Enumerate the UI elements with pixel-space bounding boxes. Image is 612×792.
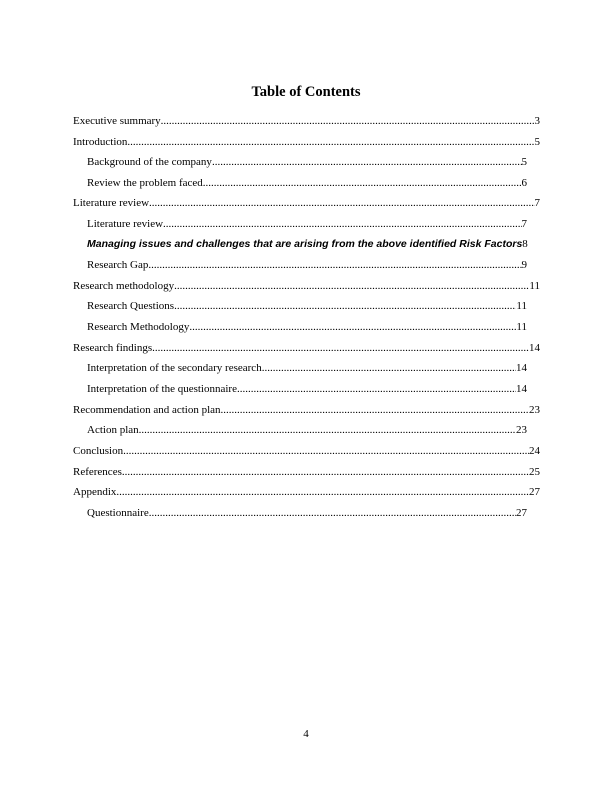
toc-entry-research-methodology-sub[interactable] xyxy=(87,320,527,334)
toc-entry-conclusion[interactable] xyxy=(73,444,540,458)
toc-entry-page: 9 xyxy=(521,259,527,271)
toc-leader xyxy=(174,279,529,293)
toc-entry-page: 11 xyxy=(516,300,527,312)
toc-entry-executive-summary[interactable] xyxy=(73,114,540,128)
toc-entry-page: 27 xyxy=(516,507,527,519)
toc-leader xyxy=(139,423,516,437)
toc-entry-label: Interpretation of the questionnaire xyxy=(87,383,237,395)
toc-entry-background-of-the-company[interactable] xyxy=(87,155,527,169)
toc-entry-literature-review-sub[interactable] xyxy=(87,217,527,231)
toc-leader xyxy=(149,506,516,520)
toc-entry-label: Recommendation and action plan xyxy=(73,404,221,416)
toc-entry-research-methodology[interactable] xyxy=(73,279,540,293)
toc-leader xyxy=(127,135,534,149)
toc-entry-label: Background of the company xyxy=(87,156,212,168)
toc-leader xyxy=(212,155,522,169)
toc-entry-label: Literature review xyxy=(87,218,164,230)
page-title: Table of Contents xyxy=(251,84,361,100)
toc-entry-page: 14 xyxy=(529,342,540,354)
toc-entry-label: Conclusion xyxy=(73,445,124,457)
toc-entry-label: Research Methodology xyxy=(87,321,190,333)
toc-entry-page: 27 xyxy=(529,486,540,498)
toc-entry-research-questions[interactable] xyxy=(87,299,527,313)
toc-entry-label: Action plan xyxy=(87,424,139,436)
toc-leader xyxy=(161,114,535,128)
toc-leader xyxy=(203,176,522,190)
toc-entry-label: Research methodology xyxy=(73,280,175,292)
toc-entry-research-findings[interactable] xyxy=(73,341,540,355)
toc-entry-label: Review the problem faced xyxy=(87,177,203,189)
toc-entry-recommendation[interactable] xyxy=(73,403,540,417)
toc-entry-label: Questionnaire xyxy=(87,507,149,519)
toc-entry-page: 11 xyxy=(529,280,540,292)
toc-entry-label: References xyxy=(73,466,122,478)
toc-entry-label: Research findings xyxy=(73,342,153,354)
toc-entry-action-plan[interactable] xyxy=(87,423,527,437)
toc-leader xyxy=(152,341,529,355)
page-number: 4 xyxy=(303,728,309,740)
toc-entry-page: 5 xyxy=(534,136,540,148)
toc-entry-introduction[interactable] xyxy=(73,135,540,149)
toc-entry-page: 24 xyxy=(529,445,540,457)
toc-entry-appendix[interactable] xyxy=(73,485,540,499)
toc-entry-questionnaire[interactable] xyxy=(87,506,527,520)
toc-entry-page: 25 xyxy=(529,466,540,478)
toc-leader xyxy=(123,444,529,458)
toc-leader xyxy=(221,403,529,417)
toc-entry-review-the-problem-faced[interactable] xyxy=(87,176,527,190)
toc-entry-page: 23 xyxy=(529,404,540,416)
toc-leader xyxy=(237,382,516,396)
toc-entry-label: Introduction xyxy=(73,136,128,148)
toc-entry-secondary-research[interactable] xyxy=(87,361,527,375)
toc-entry-page: 3 xyxy=(534,115,540,127)
toc-entry-references[interactable] xyxy=(73,465,540,479)
toc-entry-label: Appendix xyxy=(73,486,117,498)
toc-entry-label: Managing issues and challenges that are arising from the above identified Risk Factors xyxy=(87,238,523,250)
toc-leader xyxy=(174,299,516,313)
toc-leader xyxy=(262,361,516,375)
toc-entry-page: 7 xyxy=(534,197,540,209)
toc-leader xyxy=(149,196,534,210)
toc-leader xyxy=(189,320,516,334)
toc-entry-page: 11 xyxy=(516,321,527,333)
toc-entry-managing-issues[interactable] xyxy=(87,237,527,251)
toc-entry-page: 8 xyxy=(522,238,528,250)
toc-entry-research-gap[interactable] xyxy=(87,258,527,272)
toc-leader xyxy=(122,465,529,479)
toc-leader xyxy=(163,217,521,231)
toc-leader xyxy=(116,485,529,499)
toc-entry-label: Interpretation of the secondary research xyxy=(87,362,262,374)
toc-leader xyxy=(148,258,521,272)
toc-entry-page: 6 xyxy=(521,177,527,189)
toc-entry-page: 14 xyxy=(516,383,527,395)
toc-entry-label: Research Questions xyxy=(87,300,175,312)
toc-entry-page: 23 xyxy=(516,424,527,436)
toc-entry-page: 5 xyxy=(521,156,527,168)
toc-entry-label: Literature review xyxy=(73,197,150,209)
toc-entry-literature-review[interactable] xyxy=(73,196,540,210)
toc-entry-label: Executive summary xyxy=(73,115,161,127)
toc-entry-questionnaire-interpretation[interactable] xyxy=(87,382,527,396)
toc-entry-label: Research Gap xyxy=(87,259,149,271)
toc-entry-page: 14 xyxy=(516,362,527,374)
toc-entry-page: 7 xyxy=(521,218,527,230)
